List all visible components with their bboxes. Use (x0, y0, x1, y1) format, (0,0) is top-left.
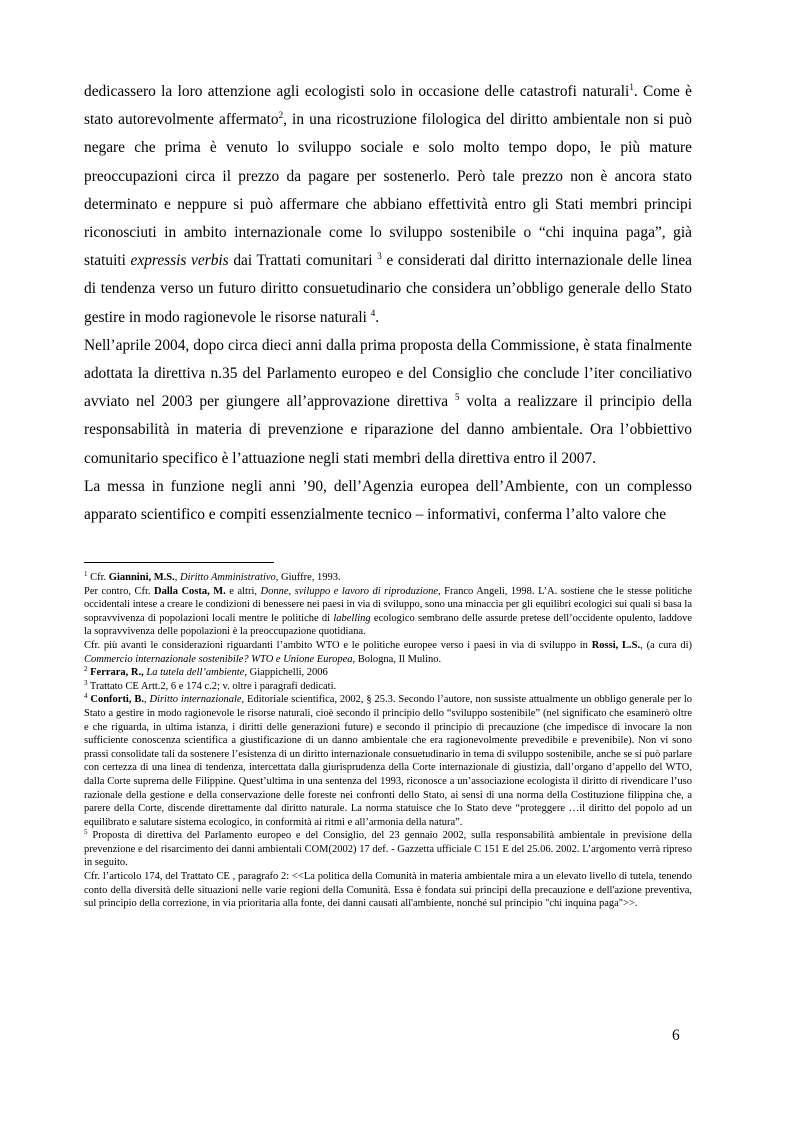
author-name: Ferrara, R., (90, 667, 144, 679)
text-run: , Giuffre, 1993. (275, 572, 341, 583)
text-run: , Franco Angeli, 1998. L’A. sostiene che le stesse politiche occidentali intese a creare le condizioni di benessere nei paesi in via di sviluppo, sono una minaccia per gli equilibri ecologici sui quali si basa la sopravvivenza di popolazioni locali mentre le politiche di (84, 585, 692, 624)
text-run: Proposta di direttiva del Parlamento europeo e del Consiglio, del 23 gennaio 2002, sulla responsabilità ambientale in previsione della prevenzione e del risarcimento dei danni ambientali COM(2002) 17 def. - Gazzetta ufficiale C 151 E del 25.06. 2002. L’argomento verrà ripreso in seguito. (84, 830, 692, 869)
text-run: , (a cura di) (640, 639, 693, 651)
footnote-1-continued (84, 585, 692, 639)
footnote-4 (84, 693, 692, 829)
text-run: Per contro, Cfr. (84, 585, 155, 597)
footnote-number: 5 (84, 828, 88, 837)
book-title: La tutela dell’ambiente (146, 667, 245, 679)
paragraph-2 (84, 332, 692, 473)
footnote-number: 3 (84, 678, 88, 687)
text-run: , in una ricostruzione filologica del diritto ambientale non si può negare che prima è venuto lo sviluppo sociale e solo molto tempo dopo, le più mature preoccupazioni circa il prezzo da pagare per sostenerlo. Però tale prezzo non è ancora stato determinato e neppure si può affermare che abbiano effettività entro gli Stati membri principi riconosciuti in ambito internazionale come lo sviluppo sostenibile o “chi inquina paga”, già statuiti (84, 111, 692, 270)
text-run: , (143, 694, 150, 706)
text-run: Cfr. più avanti le considerazioni riguardanti l’ambito WTO e le politiche europee verso i paesi in via di sviluppo in (84, 639, 592, 651)
italic-term: expressis verbis (130, 252, 229, 270)
footnote-number: 2 (84, 665, 88, 674)
footnote-number: 1 (84, 570, 88, 578)
author-name: Giannini, M.S. (108, 572, 175, 583)
text-run: , Giappichelli, 2006 (244, 667, 328, 679)
footnote-5-continued (84, 870, 692, 911)
text-run: , Bologna, Il Mulino. (352, 653, 442, 665)
paragraph-3 (84, 473, 692, 529)
footnote-ref-2[interactable]: 2 (278, 110, 284, 121)
text-run: . (375, 308, 380, 326)
text-run: ecologico sembrano delle assurde pretese dell’occidente opulento, laddove la sopravvivenza delle popolazioni è la preoccupazione quotidiana. (84, 612, 692, 638)
book-title: Diritto Amministrativo (180, 572, 276, 583)
text-run: e considerati dal diritto internazionale delle linea di tendenza verso un futuro diritto consuetudinario che considera un’obbligo generale dello Stato gestire in modo ragionevole le risorse naturali (84, 252, 693, 326)
text-run: dedicassero la loro attenzione agli ecologisti solo in occasione delle catastrofi naturali (84, 83, 630, 100)
text-run: La messa in funzione negli anni ’90, dell’Agenzia europea dell’Ambiente, con un complesso apparato scientifico e compiti essenzialmente tecnico – informativi, conferma l’alto valore che (84, 477, 692, 524)
text-run: e altri, (225, 585, 261, 597)
text-run: Cfr. (87, 572, 109, 583)
italic-term: labelling (333, 612, 371, 624)
text-run: dai Trattati comunitari (228, 252, 378, 270)
footnote-2 (84, 666, 692, 680)
footnote-separator (84, 562, 274, 563)
author-name: Dalla Costa, M. (154, 585, 226, 597)
paragraph-1 (84, 78, 692, 332)
text-run: Cfr. l’articolo 174, del Trattato CE , paragrafo 2: <<La politica della Comunità in materia ambientale mira a un elevato livello di tutela, tenendo conto della diversità delle situazioni nelle varie regioni della Comunità. Essa è fondata sui principi della precauzione e dell'azione preventiva, sul principio della correzione, in via prioritaria alla fonte, dei danni causati all'ambiente, nonché sul principio "chi inquina paga">>. (84, 871, 692, 910)
footnote-5 (84, 829, 692, 870)
footnotes (84, 571, 692, 911)
page-number: 6 (672, 1027, 680, 1044)
text-run: Editoriale scientifica, 2002, § 25.3. Secondo l’autore, non sussiste attualmente un obbligo generale per lo Stato a gestire in modo ragionevole le risorse naturali, cioè secondo il principio dello “sviluppo sostenibile” (nel significato che esaminerò oltre e che riguarda, in ultima istanza, i diritti delle generazioni future) e secondo il principio di precauzione (che impedisce di invocare la non sufficiente conoscenza scientifica a giustificazione di un danno ambientale che era ragionevolmente prevedibile e prevenibile). Non vi sono prassi consolidate tali da sostenere l’esistenza di un diritto internazionale consuetudinario in tema di sviluppo sostenibile, anche se si può parlare con certezza di una linea di tendenza, intercettata dalla giurisprudenza della Corte internazionale di giustizia, dall’organo d’appello del WTO, dalla Corte suprema delle Filippine. Quest’ultima in una sentenza del 1993, riconosce a un’associazione ecologista il diritto di rivendicare l’uso razionale della gestione e della conservazione delle foreste nei confronti dello Stato, ai sensi di una norma della Costituzione filippina che, a parere della Corte, discende direttamente dal diritto naturale. La norma statuisce che lo Stato deve “proteggere …il diritto del popolo ad un equilibrato e salutare sistema ecologico, in conformità ai ritmi e all’armonia della natura”. (84, 694, 693, 828)
text-run: Nell’aprile 2004, dopo circa dieci anni dalla prima proposta della Commissione, è stata finalmente adottata la direttiva n.35 del Parlamento europeo e del Consiglio che conclude l’iter conciliativo avviato nel 2003 per giungere all’approvazione direttiva (84, 336, 692, 411)
footnote-ref-1[interactable]: 1 (629, 82, 634, 92)
text-run: . Come è stato autorevolmente affermato (84, 83, 692, 129)
author-name: Rossi, L.S. (591, 639, 641, 651)
text-run: volta a realizzare il principio della responsabilità in materia di prevenzione e riparazione del danno ambientale. Ora l’obbiettivo comunitario specifico è l’attuazione negli stati membri della direttiva entro il 2007. (84, 393, 692, 467)
footnote-1-continued-2 (84, 639, 692, 666)
footnote-ref-3[interactable]: 3 (377, 251, 382, 262)
author-name: Conforti, B. (90, 694, 144, 706)
footnote-1 (84, 571, 692, 585)
footnote-ref-4[interactable]: 4 (370, 307, 376, 318)
text-run: Trattato CE Artt.2, 6 e 174 c.2; v. oltre i paragrafi dedicati. (87, 680, 337, 692)
footnote-number: 4 (84, 692, 88, 701)
text-run: , (174, 572, 180, 583)
footnote-ref-5[interactable]: 5 (455, 392, 460, 403)
book-title: Donne, sviluppo e lavoro di riproduzione (260, 585, 438, 597)
body-text (84, 78, 692, 529)
book-title: Commercio internazionale sostenibile? WTO e Unione Europea (84, 653, 353, 665)
book-title: Diritto internazionale, (149, 694, 245, 706)
footnote-3 (84, 680, 692, 694)
